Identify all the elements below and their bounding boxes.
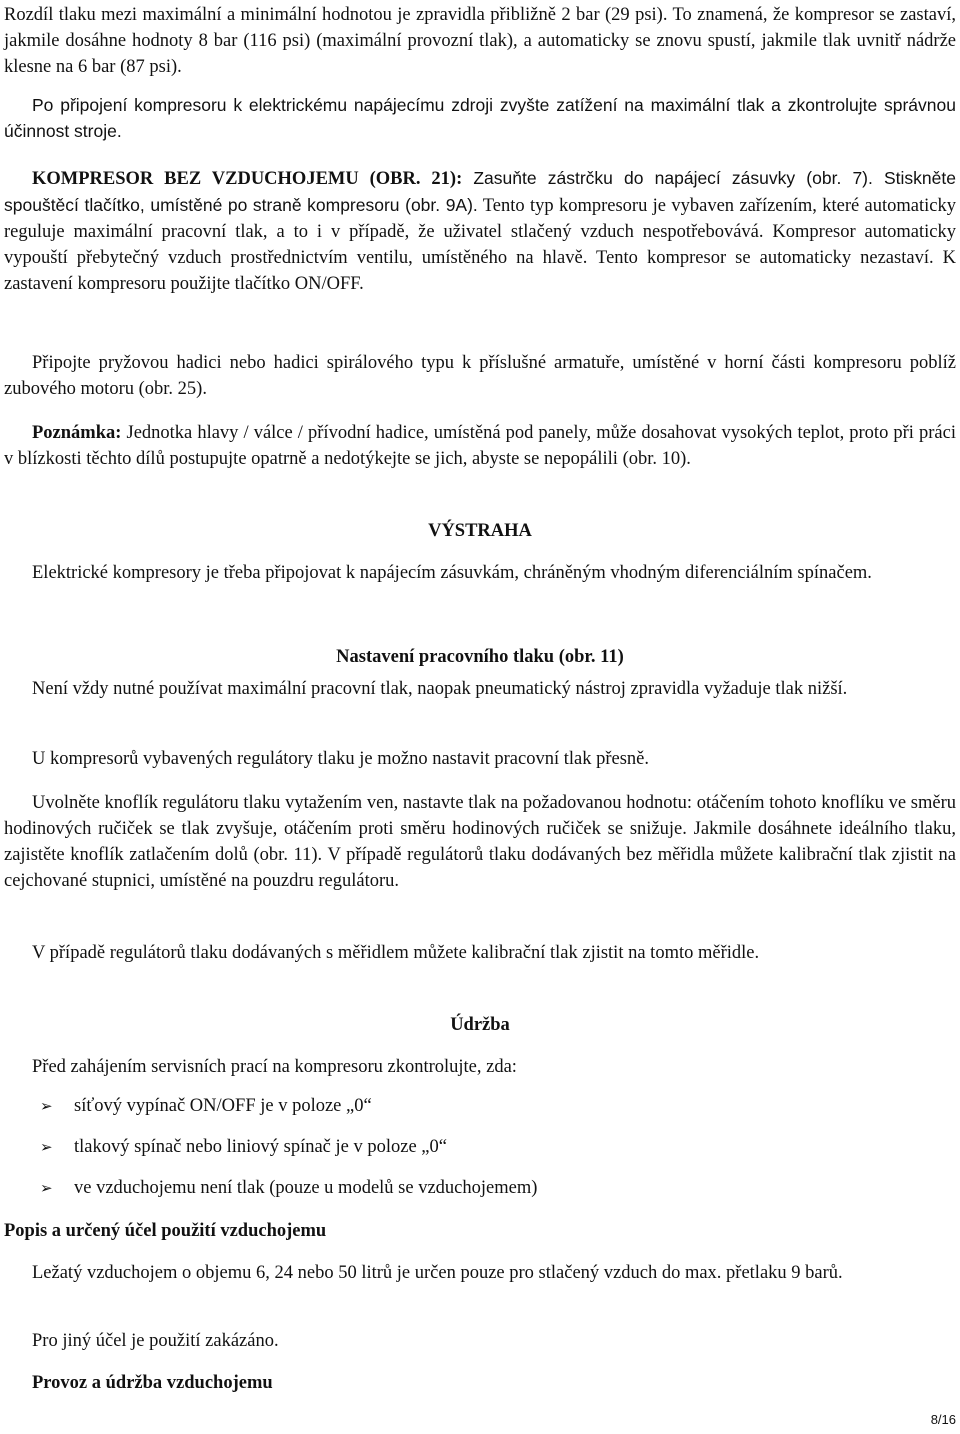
paragraph-connect-power: Po připojení kompresoru k elektrickému napájecímu zdroji zvyšte zatížení na maximální tlak a zkontrolujte správnou účinnost stroje. <box>4 95 956 141</box>
paragraph-compressor-without-tank <box>4 165 956 297</box>
arrow-bullet-icon: ➢ <box>40 1097 53 1115</box>
pressure-paragraph-2: U kompresorů vybavených regulátory tlaku je možno nastavit pracovní tlak přesně. <box>32 749 649 769</box>
warning-title: VÝSTRAHA <box>428 521 532 541</box>
pressure-paragraph-1: Není vždy nutné používat maximální pracovní tlak, naopak pneumatický nástroj zpravidla vyžaduje tlak nižší. <box>32 679 848 699</box>
note-text: Jednotka hlavy / válce / přívodní hadice, umístěná pod panely, může dosahovat vysokých teplot, proto při práci v blízkosti těchto dílů postupujte opatrně a nedotýkejte se jich, abyste se nepopálili (obr. 10). <box>4 423 956 469</box>
paragraph-connect-hose: Připojte pryžovou hadici nebo hadici spirálového typu k příslušné armatuře, umístěné v horní části kompresoru poblíž zubového motoru (obr. 25). <box>4 353 956 399</box>
tank-description-paragraph: Ležatý vzduchojem o objemu 6, 24 nebo 50 litrů je určen pouze pro stlačený vzduch do max. přetlaku 9 barů. <box>32 1263 843 1283</box>
compressor-without-tank-heading: KOMPRESOR BEZ VZDUCHOJEMU (OBR. 21): <box>32 169 463 189</box>
paragraph-note <box>4 420 956 472</box>
list-item: ➢ tlakový spínač nebo liniový spínač je v poloze „0“ <box>40 1137 447 1157</box>
page-number: 8/16 <box>930 1412 956 1427</box>
arrow-bullet-icon: ➢ <box>40 1138 53 1156</box>
pressure-section-title: Nastavení pracovního tlaku (obr. 11) <box>336 647 624 667</box>
paragraph-pressure-difference: Rozdíl tlaku mezi maximální a minimální hodnotou je zpravidla přibližně 2 bar (29 psi). To znamená, že kompresor se zastaví, jakmile dosáhne hodnoty 8 bar (116 psi) (maximální provozní tlak), a automaticky se znovu spustí, jakmile tlak uvnitř nádrže klesne na 6 bar (87 psi). <box>4 5 956 77</box>
list-item: ➢ síťový vypínač ON/OFF je v poloze „0“ <box>40 1096 372 1116</box>
list-item: ➢ ve vzduchojemu není tlak (pouze u modelů se vzduchojemem) <box>40 1178 538 1198</box>
compressor-without-tank-text-a: Zasuňte zástrčku do napájecí zásuvky (obr. 7). Stiskněte spouštěcí tlačítko, umístěné po straně kompresoru (obr. 9A). <box>4 168 956 215</box>
tank-operation-heading: Provoz a údržba vzduchojemu <box>32 1373 273 1393</box>
warning-text: Elektrické kompresory je třeba připojovat k napájecím zásuvkám, chráněným vhodným diferenciálním spínačem. <box>32 563 872 583</box>
tank-description-heading: Popis a určený účel použití vzduchojemu <box>4 1221 327 1241</box>
pressure-paragraph-3: Uvolněte knoflík regulátoru tlaku vytažením ven, nastavte tlak na požadovanou hodnotu: otáčením tohoto knoflíku ve směru hodinových ručiček se tlak zvyšuje, otáčením proti směru hodinových ručiček se snižuje. Jakmile dosáhnete ideálního tlaku, zajistěte knoflík zatlačením dolů (obr. 11). V případě regulátorů tlaku dodávaných bez měřidla můžete kalibrační tlak zjistit na cejchované stupnici, umístěné na pouzdru regulátoru. <box>4 793 956 891</box>
compressor-without-tank-text-b: Tento typ kompresoru je vybaven zařízením, které automaticky reguluje maximální pracovní tlak, a to i v případě, že uživatel stlačený vzduch nespotřebovává. Kompresor automaticky vypouští přebytečný vzduch prostřednictvím ventilu, umístěného na hlavě. Tento kompresor se automaticky nezastaví. K zastavení kompresoru použijte tlačítko ON/OFF. <box>4 196 956 294</box>
arrow-bullet-icon: ➢ <box>40 1179 53 1197</box>
pressure-paragraph-4: V případě regulátorů tlaku dodávaných s měřidlem můžete kalibrační tlak zjistit na tomto měřidle. <box>32 943 760 963</box>
maintenance-intro: Před zahájením servisních prací na kompresoru zkontrolujte, zda: <box>32 1057 517 1077</box>
note-label: Poznámka: <box>32 423 122 443</box>
tank-prohibited-use: Pro jiný účel je použití zakázáno. <box>32 1331 279 1351</box>
maintenance-title: Údržba <box>450 1015 510 1035</box>
